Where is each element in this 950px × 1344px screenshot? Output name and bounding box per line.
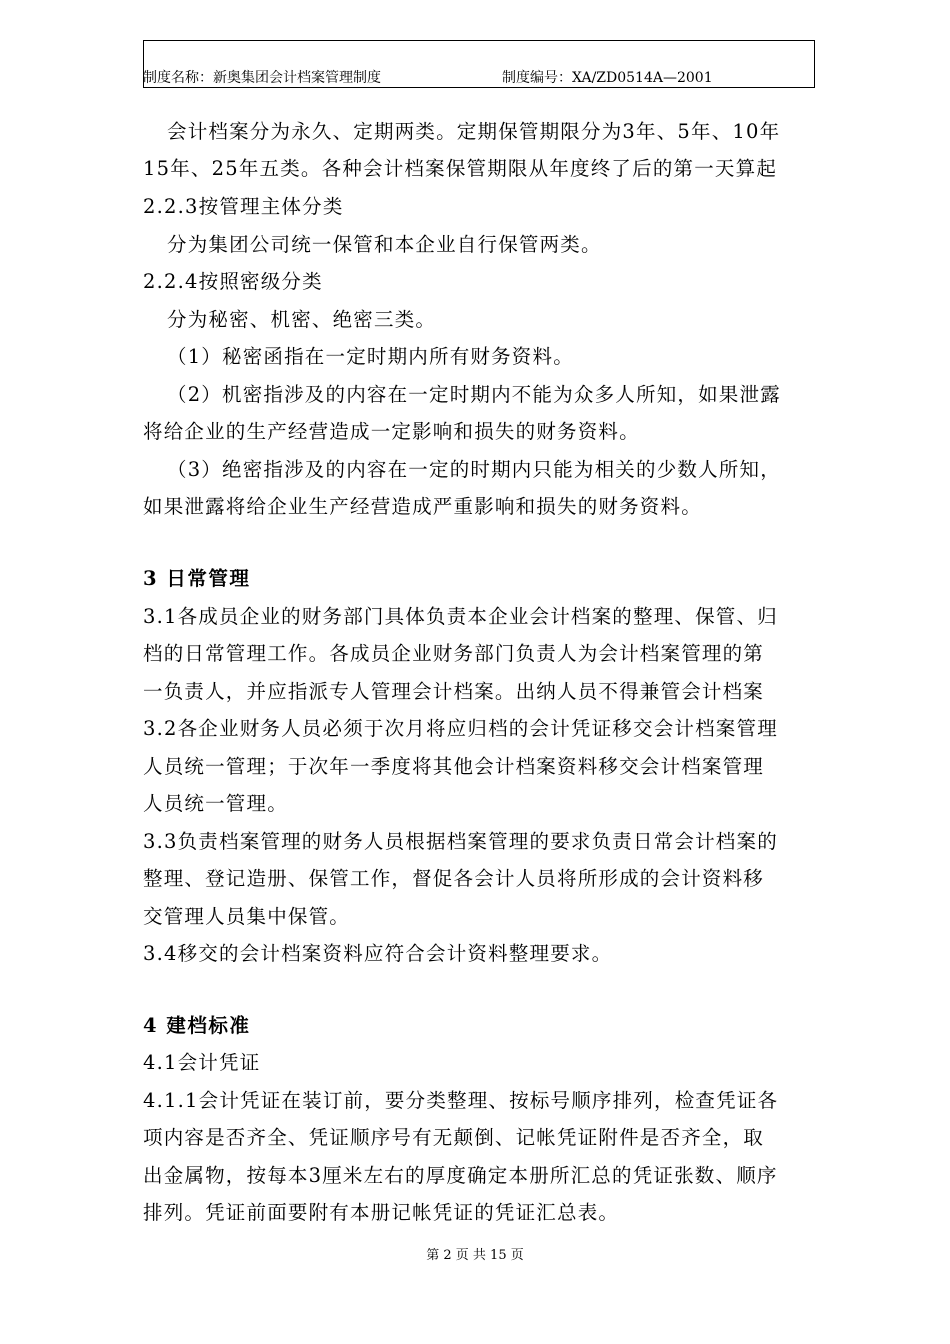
body-line: 15年、25年五类。各种会计档案保管期限从年度终了后的第一天算起 [143,157,778,180]
body-line: 整理、登记造册、保管工作，督促各会计人员将所形成的会计资料移 [143,867,765,890]
body-line: 档的日常管理工作。各成员企业财务部门负责人为会计档案管理的第 [143,642,765,665]
body-line: 分为秘密、机密、绝密三类。 [167,308,437,331]
body-line: 会计档案分为永久、定期两类。定期保管期限分为3年、5年、10年 [167,120,781,143]
body-line: 出金属物，按每本3厘米左右的厚度确定本册所汇总的凭证张数、顺序 [143,1164,778,1187]
body-line: 一负责人，并应指派专人管理会计档案。出纳人员不得兼管会计档案 [143,680,765,703]
body-line: 项内容是否齐全、凭证顺序号有无颠倒、记帐凭证附件是否齐全，取 [143,1126,765,1149]
section-title: 2.2.4按照密级分类 [143,270,323,293]
regulation-code: 制度编号：XA/ZD0514A—2001 [502,70,713,86]
list-item: （3）绝密指涉及的内容在一定的时期内只能为相关的少数人所知， [167,458,781,481]
body-line: 排列。凭证前面要附有本册记帐凭证的凭证汇总表。 [143,1201,620,1224]
section-title: 4.1会计凭证 [143,1051,261,1074]
body-line: 3.2各企业财务人员必须于次月将应归档的会计凭证移交会计档案管理 [143,717,778,740]
regulation-name: 制度名称：新奥集团会计档案管理制度 [143,70,381,86]
body-line: 3.4移交的会计档案资料应符合会计资料整理要求。 [143,942,613,965]
chapter-heading: 3 日常管理 [143,567,251,590]
page-number: 第 2 页 共 15 页 [426,1248,524,1263]
body-line: 4.1.1会计凭证在装订前，要分类整理、按标号顺序排列，检查凭证各 [143,1089,779,1112]
body-line: 3.1各成员企业的财务部门具体负责本企业会计档案的整理、保管、归 [143,605,778,628]
body-line: 3.3负责档案管理的财务人员根据档案管理的要求负责日常会计档案的 [143,830,778,853]
list-item: （1）秘密函指在一定时期内所有财务资料。 [167,345,574,368]
list-item: （2）机密指涉及的内容在一定时期内不能为众多人所知，如果泄露 [167,383,781,406]
chapter-heading: 4 建档标准 [143,1014,251,1037]
body-line: 将给企业的生产经营造成一定影响和损失的财务资料。 [143,420,640,443]
body-line: 人员统一管理。 [143,792,288,815]
section-title: 2.2.3按管理主体分类 [143,195,344,218]
document-header [143,70,815,86]
body-line: 交管理人员集中保管。 [143,905,351,928]
body-line: 人员统一管理；于次年一季度将其他会计档案资料移交会计档案管理 [143,755,765,778]
body-line: 分为集团公司统一保管和本企业自行保管两类。 [167,233,602,256]
body-line: 如果泄露将给企业生产经营造成严重影响和损失的财务资料。 [143,495,702,518]
